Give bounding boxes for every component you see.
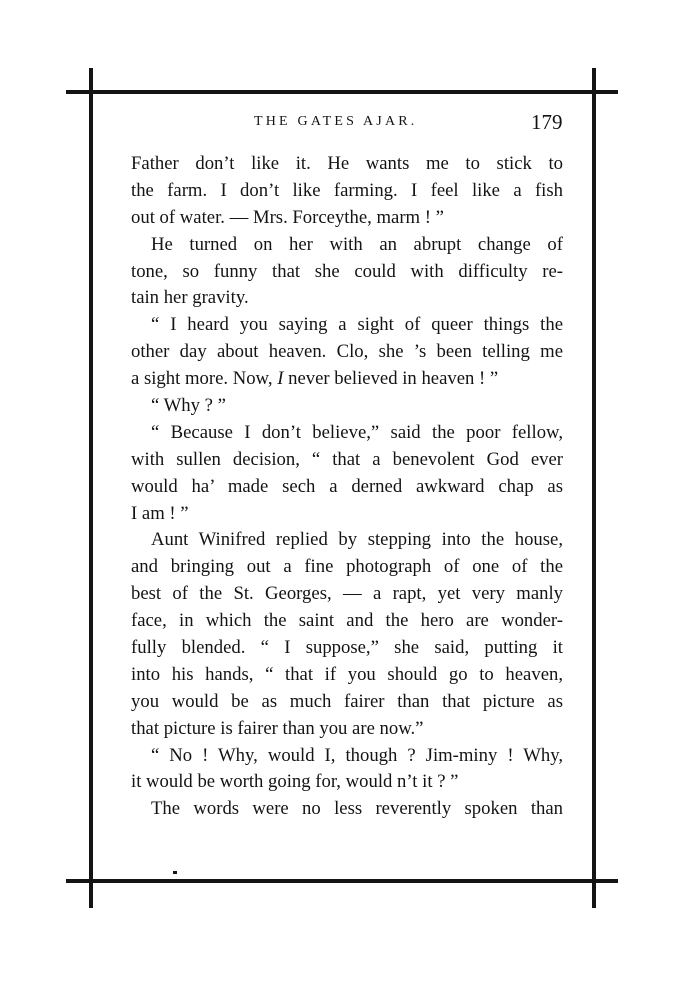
- text-fragment: never believed in heaven ! ”: [283, 368, 499, 390]
- text-line: and bringing out a fine photograph of one of the: [131, 556, 563, 578]
- text-line: other day about heaven. Clo, she ’s been telling me: [131, 341, 563, 363]
- italic-word: I: [277, 368, 284, 390]
- text-line: it would be worth going for, would n’t it ? ”: [131, 771, 459, 793]
- page-border-right: [592, 68, 596, 908]
- page-border-left: [89, 68, 93, 908]
- page-border-bottom: [66, 879, 618, 883]
- page-number: 179: [531, 110, 563, 134]
- text-line: you would be as much fairer than that picture as: [131, 690, 563, 712]
- text-line: I am ! ”: [131, 502, 189, 524]
- text-line: Aunt Winifred replied by stepping into the house,: [151, 529, 563, 551]
- text-line: tone, so funny that she could with difficulty re-: [131, 260, 563, 282]
- text-line: “ Why ? ”: [151, 395, 226, 417]
- text-fragment: a sight more. Now,: [131, 368, 278, 390]
- body-text: [131, 151, 563, 823]
- running-head: THE GATES AJAR.: [254, 114, 418, 129]
- text-line-with-italic: [131, 366, 563, 393]
- text-line: “ No ! Why, would I, though ? Jim-miny ! Why,: [151, 744, 563, 766]
- text-line: Father don’t like it. He wants me to stick to: [131, 153, 563, 174]
- page-border-top: [66, 90, 618, 94]
- text-line: that picture is fairer than you are now.”: [131, 717, 424, 739]
- text-line: “ I heard you saying a sight of queer things the: [151, 314, 563, 336]
- text-line: would ha’ made sech a derned awkward chap as: [131, 475, 563, 497]
- print-speck: [173, 871, 177, 874]
- text-line: out of water. — Mrs. Forceythe, marm ! ”: [131, 206, 444, 228]
- text-line: He turned on her with an abrupt change of: [151, 233, 563, 255]
- text-line: tain her gravity.: [131, 287, 249, 309]
- text-line: best of the St. Georges, — a rapt, yet very manly: [131, 583, 563, 605]
- text-line: fully blended. “ I suppose,” she said, putting it: [131, 637, 563, 659]
- text-line: “ Because I don’t believe,” said the poor fellow,: [151, 421, 563, 443]
- text-line: the farm. I don’t like farming. I feel like a fish: [131, 179, 563, 201]
- text-line: The words were no less reverently spoken than: [151, 798, 563, 820]
- text-line: face, in which the saint and the hero are wonder-: [131, 610, 563, 632]
- text-line: with sullen decision, “ that a benevolent God ever: [131, 448, 563, 470]
- text-line: into his hands, “ that if you should go to heaven,: [131, 663, 563, 685]
